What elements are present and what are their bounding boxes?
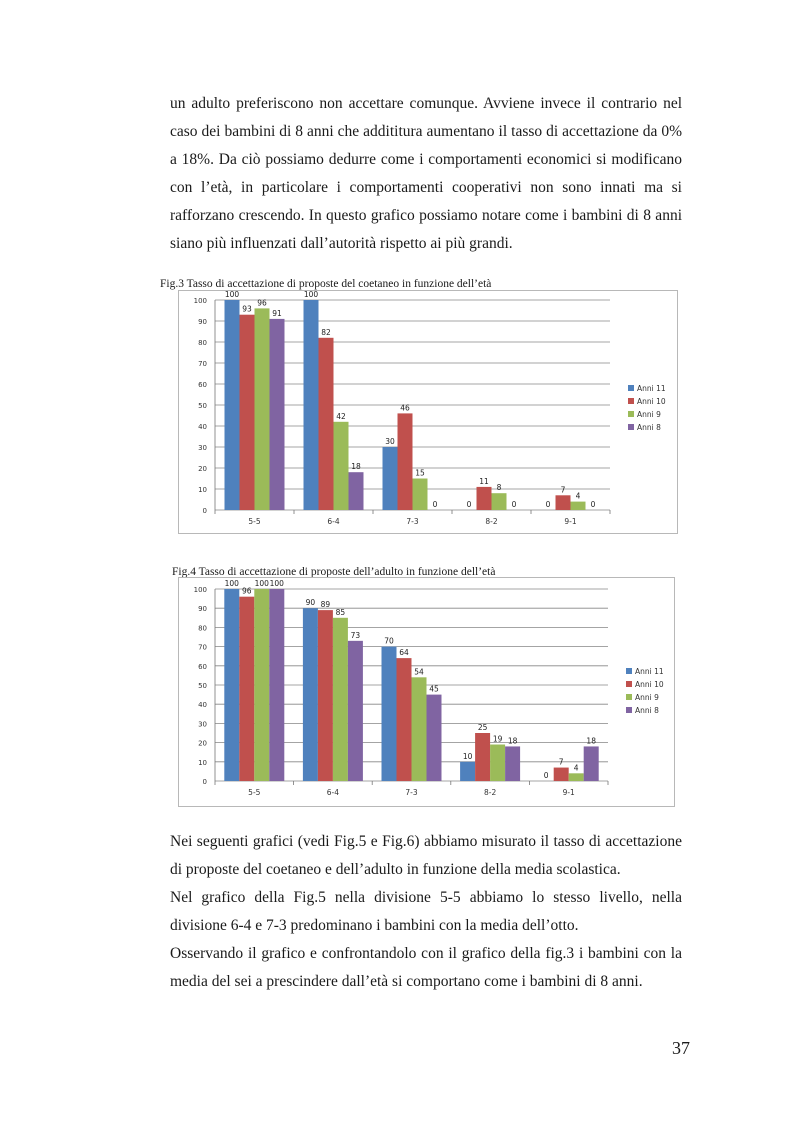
bar [348,641,363,781]
bar [460,762,475,781]
data-label: 73 [350,630,361,640]
data-label: 46 [400,403,410,413]
y-tick-label: 30 [198,720,207,729]
data-label: 10 [462,751,473,761]
bar [556,495,571,510]
data-label: 42 [336,411,346,421]
y-tick-label: 20 [198,465,207,473]
bar [334,422,349,510]
y-tick-label: 40 [198,701,207,710]
legend-label: Anni 11 [635,667,664,676]
data-label: 85 [335,607,346,617]
data-label: 7 [558,757,564,767]
bar [383,447,398,510]
category-label: 6-4 [327,517,340,526]
bar [318,610,333,781]
top-paragraph-text: un adulto preferiscono non accettare comunque. Avviene invece il contrario nel caso dei bambini di 8 anni che addititura aumentano il tasso di accettazione da 0% a 18%. Da ciò possiamo dedurre come i comportamenti economici si modificano con l’età, in particolare i comportamenti cooperativi non sono innati ma si rafforzano crescendo. In questo grafico possiamo notare come i bambini di 8 anni siano più influenzati dall’autorità rispetto ai più grandi. [170,95,682,252]
bar [225,300,240,510]
chart-svg [178,290,678,534]
y-tick-label: 0 [202,778,207,786]
data-label: 100 [224,579,239,588]
bar [349,472,364,510]
bottom-paragraph-1: Nei seguenti grafici (vedi Fig.5 e Fig.6) abbiamo misurato il tasso di accettazione di proposte del coetaneo e dell’adulto in funzione della media scolastica. [170,833,682,878]
y-tick-label: 80 [198,339,207,347]
bar [304,300,319,510]
legend-swatch [626,694,632,700]
legend-swatch [626,707,632,713]
category-label: 9-1 [564,517,577,526]
y-tick-label: 10 [198,486,207,494]
bar [412,677,427,781]
data-label: 18 [507,736,518,746]
category-label: 8-2 [485,517,498,526]
legend-swatch [626,668,632,674]
fig3-chart [178,290,678,534]
data-label: 90 [305,598,316,608]
data-label: 18 [586,736,596,746]
y-tick-label: 70 [198,360,207,368]
y-tick-label: 100 [193,297,207,305]
category-label: 6-4 [326,788,340,797]
data-label: 100 [269,579,284,588]
data-label: 25 [477,723,488,732]
legend-label: Anni 9 [637,410,661,419]
data-label: 0 [511,500,517,509]
data-label: 0 [543,771,549,780]
category-label: 5-5 [248,517,261,526]
bar [477,487,492,510]
data-label: 64 [399,648,409,658]
legend-label: Anni 8 [635,706,659,715]
data-label: 89 [320,600,331,610]
data-label: 96 [242,586,252,596]
bar [475,733,490,781]
data-label: 0 [590,500,596,509]
bar [427,695,442,781]
legend-swatch [628,411,634,417]
bar [319,338,334,510]
y-tick-label: 40 [198,423,207,431]
legend-swatch [626,681,632,687]
legend-swatch [628,398,634,404]
y-tick-label: 50 [198,682,207,690]
data-label: 8 [496,483,502,493]
bottom-paragraph-2: Nel grafico della Fig.5 nella divisione 5-5 abbiamo lo stesso livello, nella divisione 6-4 e 7-3 predominano i bambini con la media dell’otto. [170,889,682,934]
data-label: 11 [479,476,489,486]
y-tick-label: 70 [198,643,207,652]
bar [303,608,318,781]
legend-label: Anni 9 [635,693,659,702]
fig4-caption: Fig.4 Tasso di accettazione di proposte dell’adulto in funzione dell’età [172,566,496,578]
bar [255,308,270,510]
category-label: 7-3 [405,788,418,797]
bar [382,647,397,781]
bar [505,746,520,781]
data-label: 100 [224,290,240,299]
data-label: 93 [242,304,252,314]
bar [571,502,586,510]
top-paragraph [170,90,682,258]
bar [490,745,505,781]
category-label: 9-1 [562,788,575,797]
data-label: 70 [384,636,394,646]
bar [224,589,239,781]
fig3-caption: Fig.3 Tasso di accettazione di proposte del coetaneo in funzione dell’età [160,278,492,290]
y-tick-label: 50 [198,402,207,410]
bar [584,746,599,781]
data-label: 4 [575,491,581,501]
bottom-paragraph-3: Osservando il grafico e confrontandolo con il grafico della fig.3 i bambini con la media del sei a prescindere dall’età si comportano come i bambini di 8 anni. [170,945,682,990]
y-tick-label: 20 [198,739,207,748]
data-label: 54 [414,667,424,677]
data-label: 100 [303,290,319,299]
data-label: 0 [432,500,438,509]
data-label: 96 [257,298,267,308]
bar [569,773,584,781]
data-label: 18 [351,462,361,472]
y-tick-label: 90 [198,605,207,614]
data-label: 30 [385,437,395,446]
data-label: 4 [573,763,579,773]
data-label: 0 [545,500,551,509]
chart-svg [178,577,675,807]
bar [413,479,428,511]
y-tick-label: 10 [198,758,207,767]
bar [554,768,569,781]
bar [269,589,284,781]
y-tick-label: 80 [198,624,207,633]
legend-swatch [628,424,634,430]
bar [239,597,254,781]
legend-label: Anni 10 [635,680,664,689]
bar [333,618,348,781]
data-label: 7 [560,485,566,495]
y-tick-label: 100 [193,586,207,594]
legend-label: Anni 8 [637,423,661,432]
data-label: 82 [321,327,331,337]
fig4-chart [178,577,675,807]
bar [270,319,285,510]
legend-label: Anni 11 [637,384,666,393]
legend-label: Anni 10 [637,397,666,406]
category-label: 8-2 [483,788,497,797]
y-tick-label: 60 [198,662,207,671]
bar [492,493,507,510]
data-label: 0 [466,500,472,509]
y-tick-label: 0 [202,507,207,515]
bar [240,315,255,510]
data-label: 91 [272,308,282,318]
data-label: 15 [415,468,425,478]
bar [254,589,269,781]
y-tick-label: 30 [198,444,207,452]
bar [397,658,412,781]
data-label: 100 [254,579,269,588]
bottom-paragraphs [170,828,682,996]
page-number: 37 [672,1038,690,1058]
legend-swatch [628,385,634,391]
data-label: 45 [429,684,439,694]
bar [398,413,413,510]
category-label: 7-3 [406,517,419,526]
category-label: 5-5 [248,788,261,797]
data-label: 19 [492,734,503,744]
y-tick-label: 60 [198,381,207,389]
y-tick-label: 90 [198,318,207,326]
